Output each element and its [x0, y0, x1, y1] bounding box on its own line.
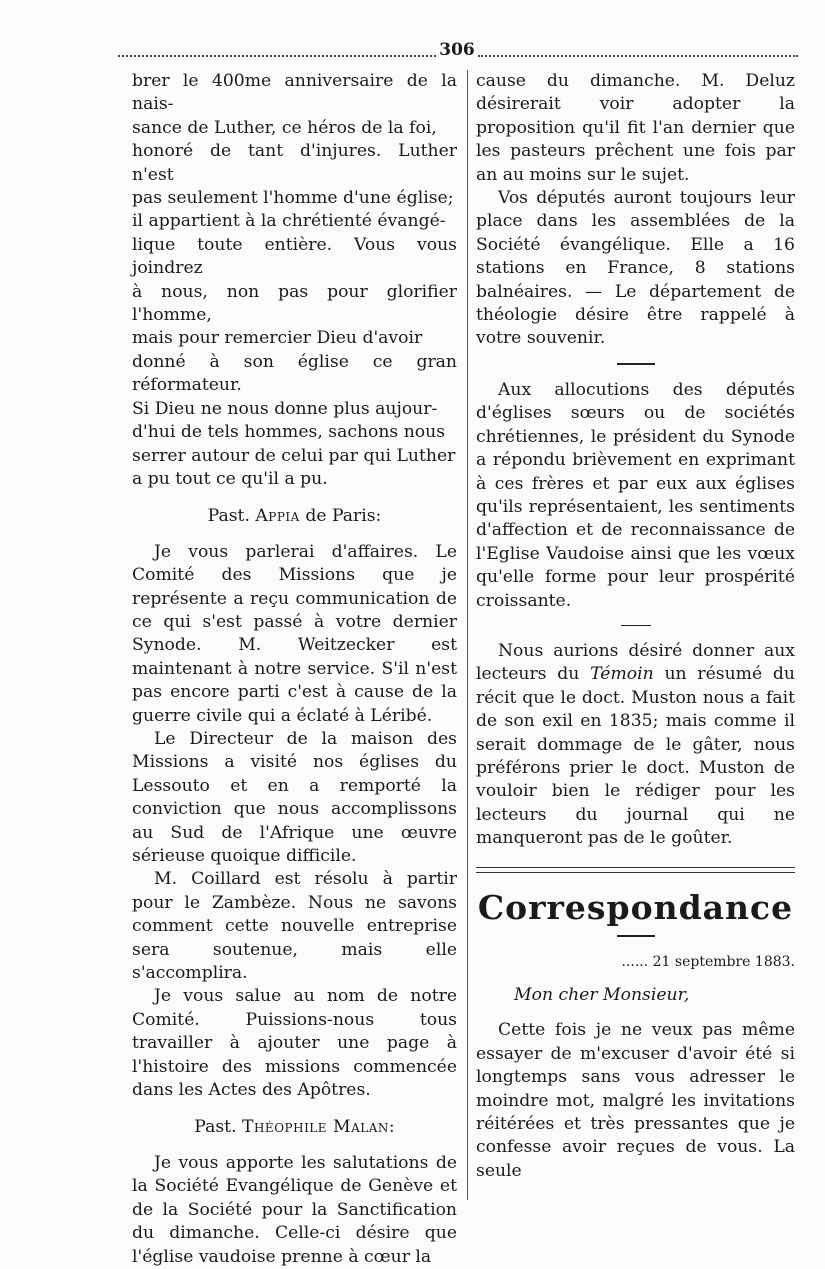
header-rule-right	[478, 55, 798, 57]
malan-paragraph-1: Je vous apporte les salutations de la Société Evangélique de Genève et de la Société pour la Sanctification du dimanche. Celle-ci désire que l'église vaudoise prenne à cœur la	[132, 1152, 457, 1267]
journal-title: Témoin	[590, 664, 654, 685]
text-line: à nous, non pas pour glorifier l'homme,	[132, 281, 457, 326]
speaker-name: Appia	[255, 506, 300, 527]
page-number: 306	[439, 40, 475, 60]
short-separator	[621, 625, 651, 626]
appia-paragraph-2: Le Directeur de la maison des Missions a visité nos églises du Lessouto et en a remporté la conviction que nous accomplissons au Sud de l'Afrique une œuvre sérieuse quoique difficile.	[132, 728, 457, 866]
speaker-prefix: Past.	[194, 1117, 237, 1138]
section-title: Correspondance	[477, 887, 794, 927]
salutation: Mon cher Monsieur,	[514, 985, 690, 1005]
text-line: sance de Luther, ce héros de la foi,	[132, 117, 437, 138]
letter-paragraph: Cette fois je ne veux pas même essayer de m'excuser d'avoir été si longtemps sans vous adresser le moindre mot, malgré les invitations réitérées et très pressantes que je confesse avoir reçues de vous. La seule	[476, 1020, 795, 1181]
double-rule	[476, 867, 795, 873]
text-line: d'hui de tels hommes, sachons nous	[132, 422, 446, 443]
luther-paragraph	[132, 70, 457, 491]
temoin-text-before: Nous aurions désiré donner aux lecteurs du	[476, 640, 795, 685]
speaker-suffix: :	[388, 1117, 395, 1138]
appia-paragraph-1: Je vous parlerai d'affaires. Le Comité des Missions que je représente a reçu communication de ce qui s'est passé à votre dernier Synode. M. Weitzecker est maintenant à notre service. S'il n'est pas encore parti c'est à cause de la guerre civile qui a éclaté à Léribé.	[132, 541, 457, 726]
temoin-text-after: un résumé du récit que le doct. Muston nous a fait de son exil en 1835; mais comme il serait dommage de le gâter, nous préférons prier le doct. Muston de vouloir bien le rédiger pour les lecteurs du journal qui ne manqueront pas de le goûter.	[476, 664, 795, 849]
title-underline	[617, 935, 655, 937]
text-line: brer le 400me anniversaire de la nais-	[132, 71, 457, 115]
speaker-heading-malan	[132, 1116, 457, 1139]
text-line: mais pour remercier Dieu d'avoir	[132, 328, 423, 349]
text-line: lique toute entière. Vous vous joindrez	[132, 234, 457, 279]
dateline: ...... 21 septembre 1883.	[621, 953, 795, 970]
deputes-paragraph: Vos députés auront toujours leur place dans les assemblées de la Société évangélique. Elle a 16 stations en France, 8 stations balnéaires. — Le département de théologie désire être rappelé à votre souvenir.	[476, 188, 795, 349]
right-column	[476, 70, 795, 1183]
appia-paragraph-4: Je vous salue au nom de notre Comité. Puissions-nous tous travailler à ajouter une page à l'histoire des missions commencée dans les Actes des Apôtres.	[132, 986, 457, 1101]
running-header	[118, 40, 798, 62]
text-line: a pu tout ce qu'il a pu.	[132, 468, 328, 489]
text-line: honoré de tant d'injures. Luther n'est	[132, 141, 457, 185]
appia-paragraph-3: M. Coillard est résolu à partir pour le Zambèze. Nous ne savons comment cette nouvelle entreprise sera soutenue, mais elle s'accomplira.	[132, 869, 457, 984]
header-rule-left	[118, 55, 436, 57]
temoin-paragraph	[476, 640, 795, 851]
column-divider	[467, 70, 468, 1200]
text-line: serrer autour de celui par qui Luther	[132, 445, 456, 466]
speaker-prefix: Past.	[207, 506, 250, 527]
allocutions-paragraph: Aux allocutions des députés d'églises sœurs ou de sociétés chrétiennes, le président du Synode a répondu brièvement en exprimant à ces frères et par eux aux églises qu'ils représentaient, les sentiments d'affection et de reconnaissance de l'Eglise Vaudoise ainsi que les vœux qu'elle forme pour leur prospérité croissante.	[476, 379, 795, 611]
text-line: il appartient à la chrétienté évangé-	[132, 211, 446, 232]
text-line: donné à son église ce gran réformateur.	[132, 351, 457, 396]
malan-continuation: cause du dimanche. M. Deluz désirerait voir adopter la proposition qu'il fit l'an dernier que les pasteurs prêchent une fois par an au moins sur le sujet.	[476, 71, 795, 185]
speaker-suffix: de Paris:	[305, 506, 382, 527]
speaker-heading-appia	[132, 505, 457, 528]
text-line: Si Dieu ne nous donne plus aujour-	[132, 398, 438, 419]
short-separator	[617, 363, 655, 365]
left-column	[132, 70, 457, 1269]
text-line: pas seulement l'homme d'une église;	[132, 188, 454, 209]
speaker-name: Théophile Malan	[242, 1117, 389, 1138]
